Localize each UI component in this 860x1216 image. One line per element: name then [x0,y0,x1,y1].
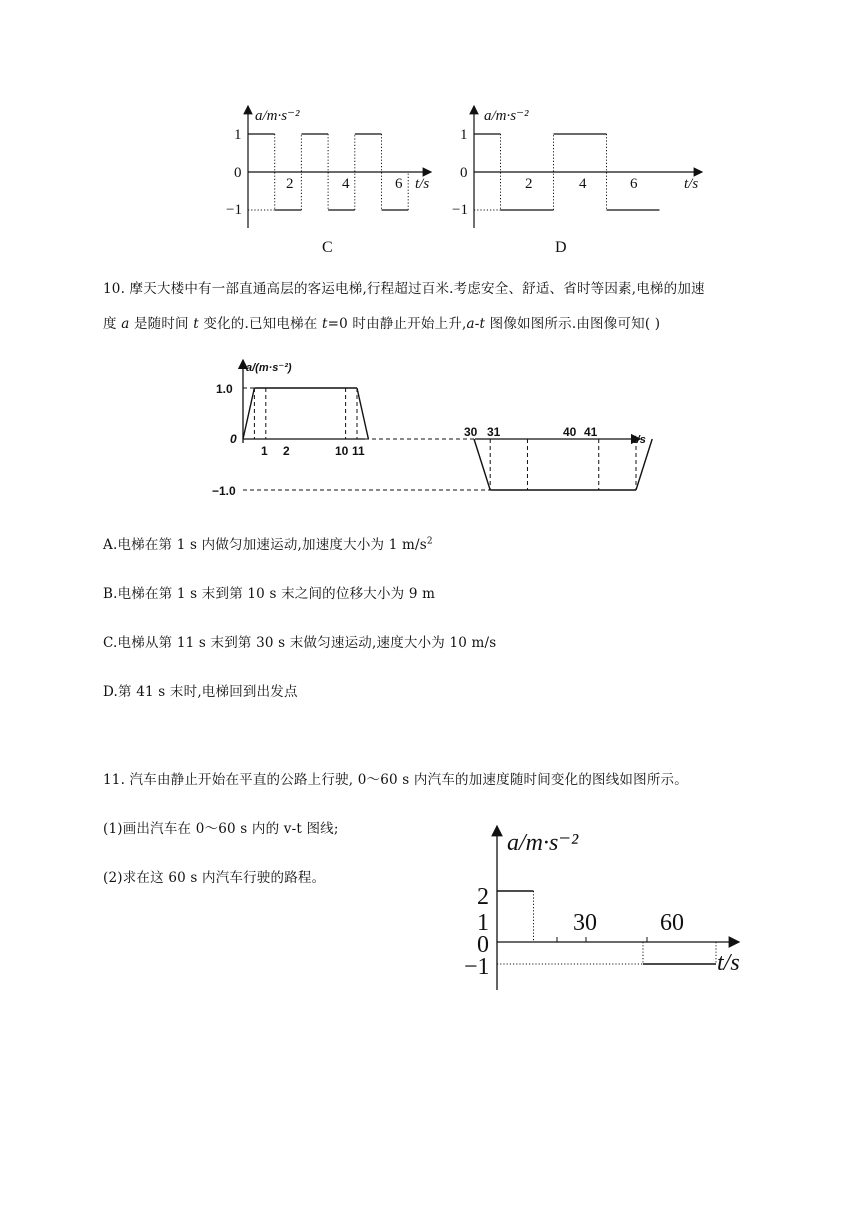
y-tick-label: 0 [460,165,468,181]
q11-part2: (2)求在这 60 s 内汽车行驶的路程。 [103,870,326,886]
q10-var: a-t [466,316,486,332]
x-tick-label: 30 [464,425,478,439]
y-tick-label: −1 [226,202,242,218]
x-tick-label: 6 [630,176,638,192]
x-tick-label: 30 [573,910,597,936]
x-axis-label: t/s [415,176,430,192]
y-tick-label: 0 [234,165,242,181]
y-tick-label: 0 [230,432,237,446]
x-tick-label: 40 [563,425,577,439]
caption-c: C [322,239,333,256]
q10-var: a [121,316,130,332]
q10-text: =0 时由静止开始上升, [327,316,467,332]
q11-part1: (1)画出汽车在 0～60 s 内的 v-t 图线; [103,821,339,837]
y-axis-label: a/m·s⁻² [507,830,579,856]
x-tick-label: 60 [660,910,684,936]
y-tick-label: 0 [477,932,489,958]
series-segment [243,388,254,439]
q11-stem: 11. 汽车由静止开始在平直的公路上行驶, 0～60 s 内汽车的加速度随时间变化的图线如图所示。 [103,772,688,788]
y-tick-label: 1 [460,127,468,143]
caption-d: D [555,239,567,256]
x-tick-label: 4 [579,176,587,192]
x-axis-label: t/s [633,434,646,446]
q10-var: t [193,316,199,332]
x-tick-label: 6 [395,176,403,192]
series-segment [474,439,490,490]
option-a-sup: 2 [426,536,433,547]
x-tick-label: 11 [352,444,365,458]
option-c: C.电梯从第 11 s 末到第 30 s 末做匀速运动,速度大小为 10 m/s [103,635,497,651]
figure-c [215,100,435,260]
q10-text: 度 [103,316,122,332]
q10-text: 是随时间 [129,316,194,332]
q10-text: 变化的.已知电梯在 [198,316,322,332]
figure-q11 [455,820,755,995]
option-a-text: A.电梯在第 1 s 内做匀加速运动,加速度大小为 1 m/s [103,537,427,553]
x-tick-label: 41 [584,425,598,439]
y-tick-label: 1 [234,127,242,143]
y-tick-label: −1 [452,202,468,218]
x-tick-label: 1 [261,444,268,458]
x-tick-label: 4 [342,176,350,192]
q10-line1: 10. 摩天大楼中有一部直通高层的客运电梯,行程超过百米.考虑安全、舒适、省时等因素,电梯的加速 [103,281,705,297]
x-tick-label: 31 [487,425,501,439]
q10-text: 图像如图所示.由图像可知( ) [485,316,661,332]
q10-var: t [321,316,328,332]
q10-line2 [103,312,660,332]
x-ticks [557,937,647,942]
series-segment [357,388,368,439]
option-a [103,533,433,553]
y-axis-label: a/m·s⁻² [255,108,300,124]
y-tick-label: 2 [477,884,489,910]
figure-d [432,100,712,260]
x-tick-label: 2 [286,176,294,192]
option-d: D.第 41 s 末时,电梯回到出发点 [103,684,298,700]
x-axis-label: t/s [717,950,740,976]
option-b: B.电梯在第 1 s 末到第 10 s 末之间的位移大小为 9 m [103,586,436,602]
series-segment [636,439,652,490]
x-axis-label: t/s [684,176,699,192]
y-tick-label: −1 [464,954,490,980]
y-axis-label: a/m·s⁻² [484,108,529,124]
figure-q10 [210,355,670,505]
y-tick-label: 1.0 [216,382,233,396]
x-tick-label: 2 [283,444,290,458]
x-tick-label: 2 [525,176,533,192]
y-axis-label: a/(m·s⁻²) [246,362,292,374]
y-tick-label: −1.0 [212,484,236,498]
x-tick-label: 10 [335,444,349,458]
y-tick-label: 1 [477,910,489,936]
